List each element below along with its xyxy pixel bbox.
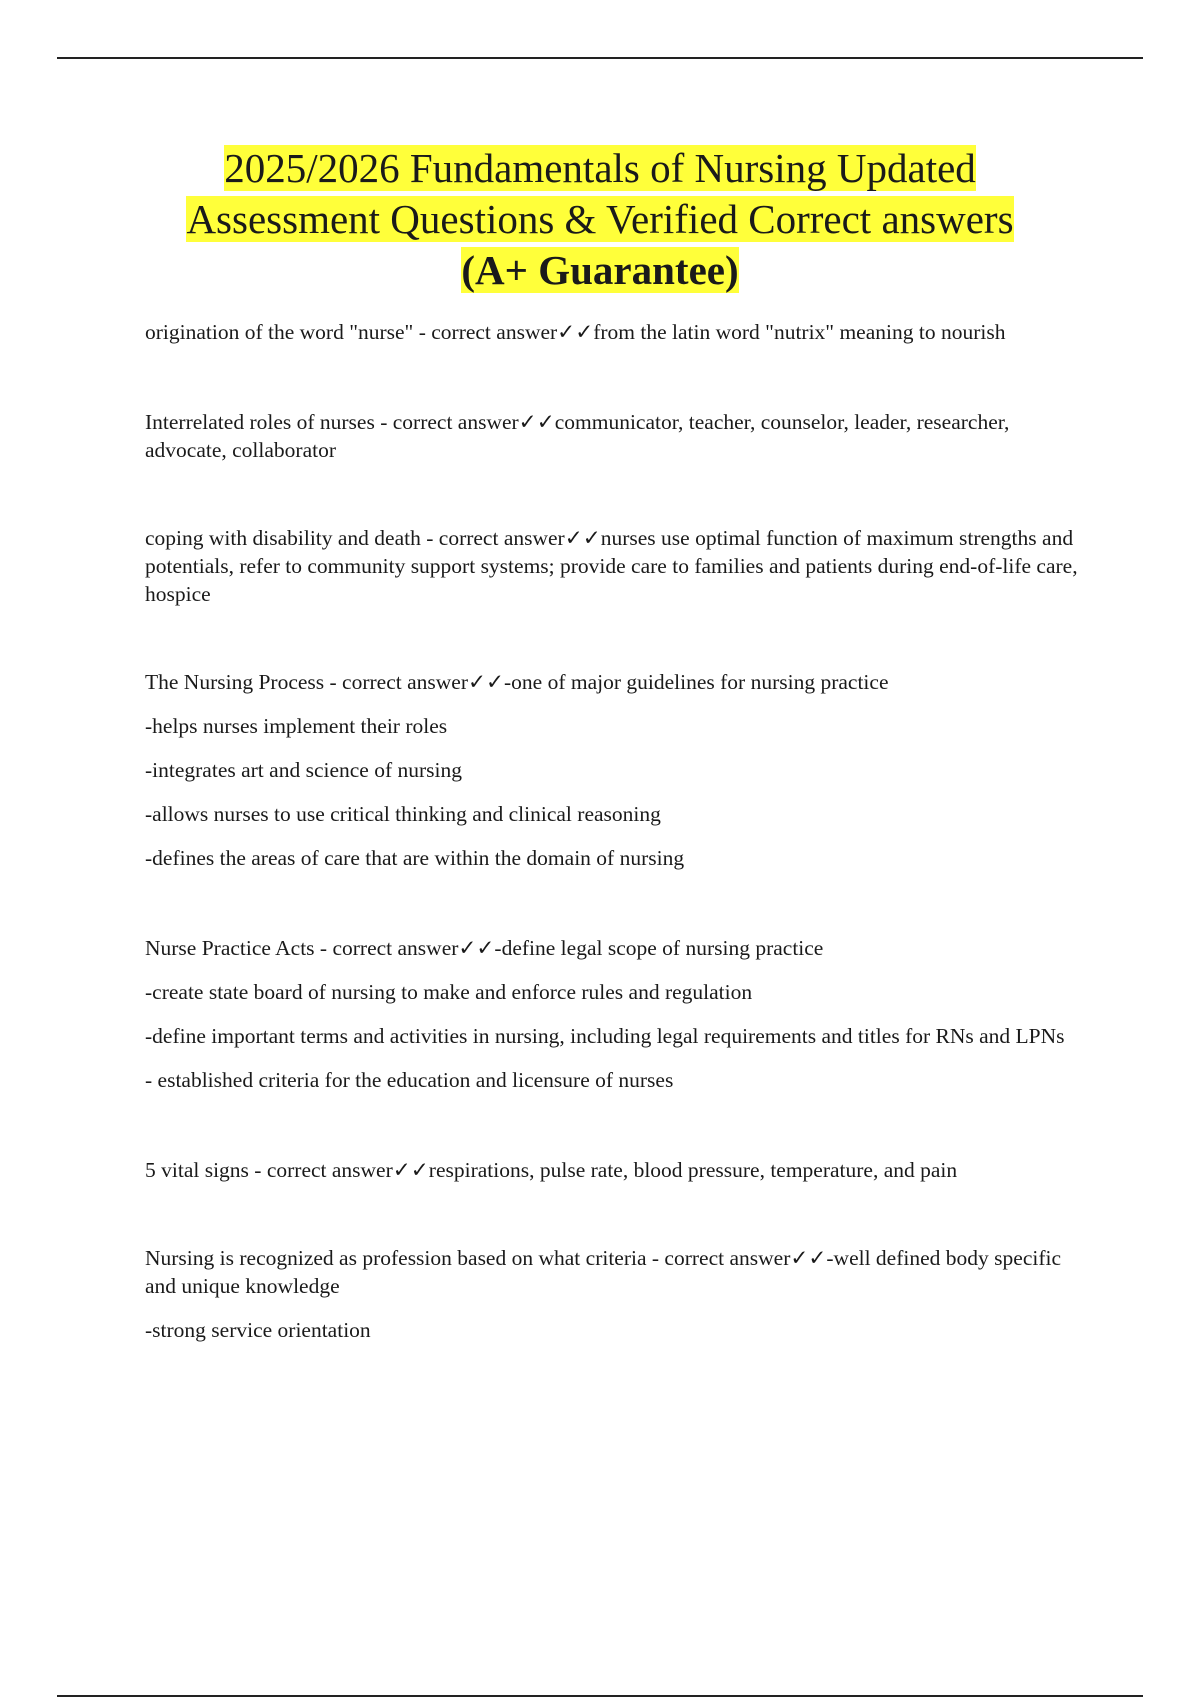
qa-line: -allows nurses to use critical thinking and clinical reasoning [145, 802, 661, 826]
qa-entry-6 [145, 1156, 1090, 1184]
qa-line: The Nursing Process - correct answer✓✓-one of major guidelines for nursing practice [145, 670, 889, 694]
qa-entry-2 [145, 408, 1090, 464]
qa-entry-5 [145, 934, 1090, 1094]
title-line-3: (A+ Guarantee) [461, 247, 739, 293]
qa-line: Nurse Practice Acts - correct answer✓✓-define legal scope of nursing practice [145, 936, 824, 960]
document-title [100, 143, 1100, 296]
qa-entry-1 [145, 318, 1090, 346]
bottom-rule [57, 1695, 1143, 1697]
qa-line: origination of the word "nurse" - correct answer✓✓from the latin word "nutrix" meaning to nourish [145, 320, 1006, 344]
qa-line: Nursing is recognized as profession based on what criteria - correct answer✓✓-well defined body specific and unique knowledge [145, 1246, 1062, 1298]
qa-line: - established criteria for the education and licensure of nurses [145, 1068, 674, 1092]
qa-line: -helps nurses implement their roles [145, 714, 448, 738]
qa-line: -create state board of nursing to make and enforce rules and regulation [145, 980, 753, 1004]
qa-line: 5 vital signs - correct answer✓✓respirations, pulse rate, blood pressure, temperature, and pain [145, 1158, 958, 1182]
qa-entry-4 [145, 668, 1090, 872]
qa-list [145, 318, 1090, 1360]
qa-line: -defines the areas of care that are within the domain of nursing [145, 846, 685, 870]
qa-line: -strong service orientation [145, 1318, 371, 1342]
qa-line: -define important terms and activities in nursing, including legal requirements and titles for RNs and LPNs [145, 1024, 1065, 1048]
qa-line: Interrelated roles of nurses - correct answer✓✓communicator, teacher, counselor, leader, researcher, advocate, collaborator [145, 410, 1010, 462]
qa-entry-3 [145, 524, 1090, 608]
title-line-1: 2025/2026 Fundamentals of Nursing Updated [224, 145, 976, 191]
title-line-2: Assessment Questions & Verified Correct answers [186, 196, 1014, 242]
qa-line: -integrates art and science of nursing [145, 758, 462, 782]
qa-line: coping with disability and death - correct answer✓✓nurses use optimal function of maximum strengths and potentials, refer to community support systems; provide care to families and patients during end-of-life care, hospice [145, 526, 1078, 606]
top-rule [57, 57, 1143, 59]
qa-entry-7 [145, 1244, 1090, 1344]
